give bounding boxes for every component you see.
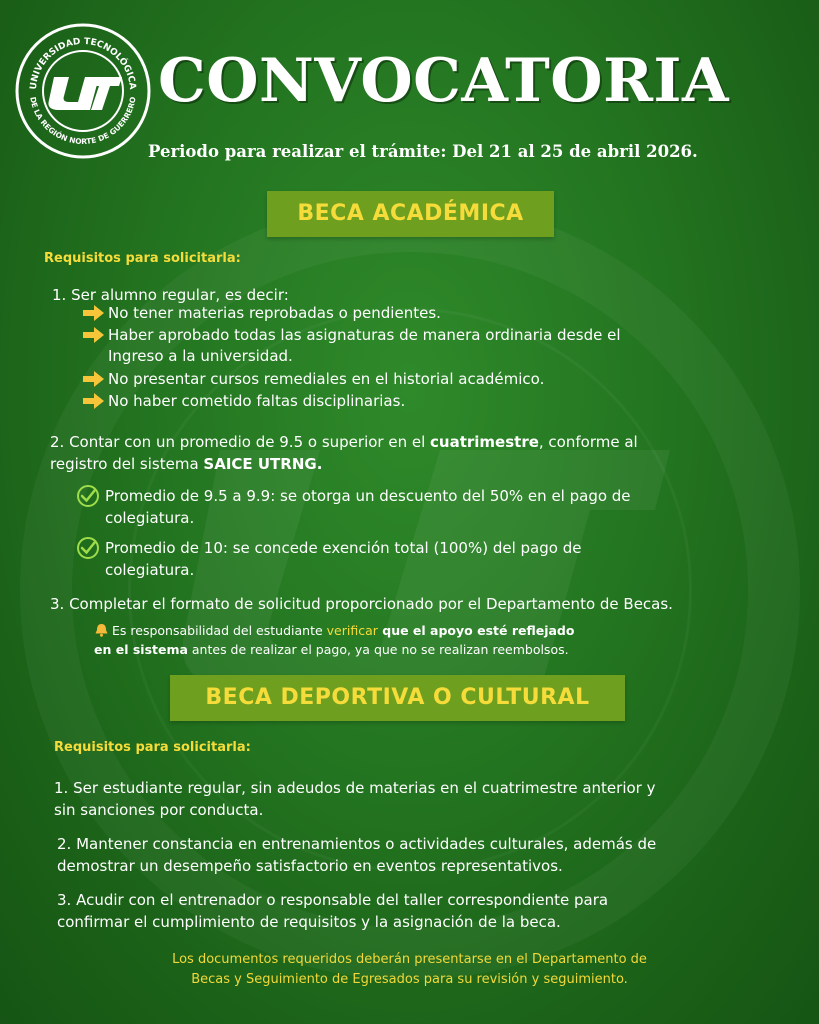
academic-sub-4: No haber cometido faltas disciplinarias.	[108, 392, 406, 410]
sports-item-2: 2. Mantener constancia en entrenamientos o actividades culturales, además de	[57, 835, 657, 853]
academic-banner: BECA ACADÉMICA	[267, 191, 554, 237]
academic-requirements-label: Requisitos para solicitarla:	[44, 251, 241, 266]
academic-item-1: 1. Ser alumno regular, es decir:	[52, 286, 289, 304]
arrow-right-icon	[82, 371, 104, 387]
arrow-right-icon	[82, 327, 104, 343]
check-circle-icon	[76, 536, 100, 560]
academic-check-1: Promedio de 9.5 a 9.9: se otorga un descuento del 50% en el pago de	[105, 487, 631, 505]
academic-check-1-cont: colegiatura.	[105, 509, 195, 527]
academic-item-3: 3. Completar el formato de solicitud proporcionado por el Departamento de Becas.	[50, 595, 673, 613]
sports-item-2-cont: demostrar un desempeño satisfactorio en eventos representativos.	[57, 857, 563, 875]
academic-sub-1: No tener materias reprobadas o pendientes.	[108, 304, 441, 322]
sports-requirements-label: Requisitos para solicitarla:	[54, 740, 251, 755]
svg-text:UNIVERSIDAD TECNOLÓGICA	[29, 37, 137, 90]
arrow-right-icon	[82, 305, 104, 321]
academic-note-line1: Es responsabilidad del estudiante verificar que el apoyo esté reflejado	[112, 623, 575, 638]
sports-item-1-cont: sin sanciones por conducta.	[54, 801, 264, 819]
sports-item-3-cont: confirmar el cumplimiento de requisitos y la asignación de la beca.	[57, 913, 561, 931]
logo-ring-top: UNIVERSIDAD TECNOLÓGICA	[28, 36, 138, 91]
check-circle-icon	[76, 484, 100, 508]
academic-sub-2-cont: Ingreso a la universidad.	[108, 347, 293, 365]
academic-item-2-cont: registro del sistema SAICE UTRNG.	[50, 455, 323, 473]
academic-note-line2: en el sistema antes de realizar el pago, ya que no se realizan reembolsos.	[94, 642, 569, 657]
academic-item-2: 2. Contar con un promedio de 9.5 o superior en el cuatrimestre, conforme al	[50, 433, 638, 451]
sports-item-1: 1. Ser estudiante regular, sin adeudos de materias en el cuatrimestre anterior y	[54, 779, 656, 797]
academic-sub-2: Haber aprobado todas las asignaturas de manera ordinaria desde el	[108, 326, 621, 344]
page-title: CONVOCATORIA	[158, 46, 730, 116]
logo-ring-bottom: DE LA REGIÓN NORTE DE GUERRERO	[28, 96, 138, 147]
academic-check-2-cont: colegiatura.	[105, 561, 195, 579]
academic-check-2: Promedio de 10: se concede exención total (100%) del pago de	[105, 539, 582, 557]
arrow-right-icon	[82, 393, 104, 409]
footer-line1: Los documentos requeridos deberán presentarse en el Departamento de	[172, 952, 647, 967]
sports-item-3: 3. Acudir con el entrenador o responsable del taller correspondiente para	[57, 891, 609, 909]
bell-icon	[95, 623, 108, 637]
sports-banner: BECA DEPORTIVA O CULTURAL	[170, 675, 625, 721]
footer-line2: Becas y Seguimiento de Egresados para su revisión y seguimiento.	[191, 972, 628, 987]
utrng-logo-icon	[14, 22, 152, 160]
period-text: Periodo para realizar el trámite: Del 21 al 25 de abril 2026.	[148, 142, 698, 161]
academic-sub-3: No presentar cursos remediales en el historial académico.	[108, 370, 545, 388]
